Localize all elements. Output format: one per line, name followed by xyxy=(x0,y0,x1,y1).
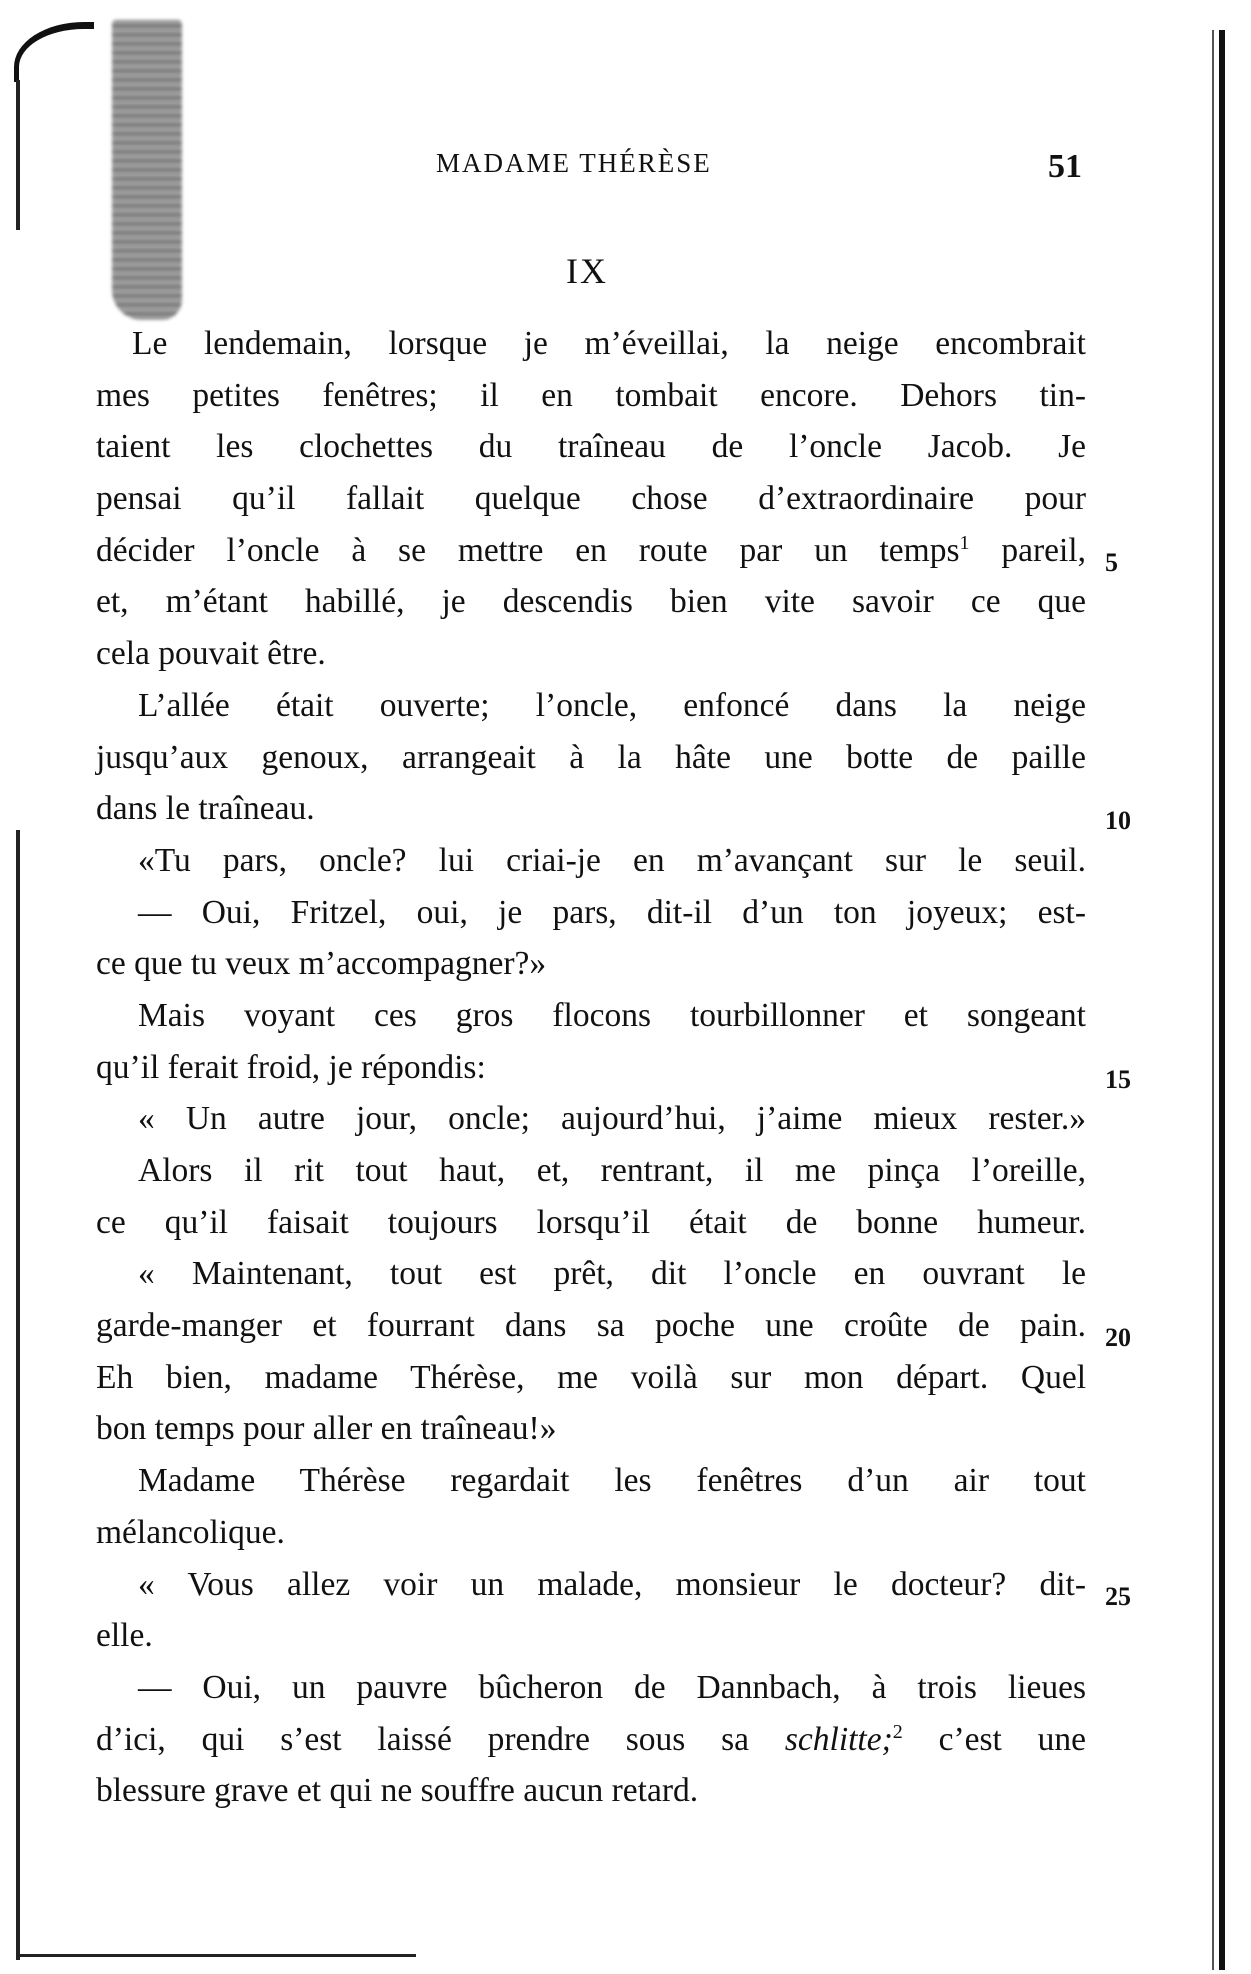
margin-line-number: 5 xyxy=(1105,548,1118,577)
text-segment: pareil, xyxy=(969,531,1086,569)
text-line: Mais voyant ces gros flocons tourbillonner et songeant xyxy=(138,996,1086,1034)
scan-edge-right-inner xyxy=(1212,30,1214,1970)
binding-shadow xyxy=(112,20,182,320)
text-segment: d’ici, qui s’est laissé prendre sous sa xyxy=(96,1720,785,1758)
scan-edge-bottom xyxy=(16,1954,416,1957)
footnote-ref: 1 xyxy=(959,531,970,554)
text-line: qu’il ferait froid, je répondis: xyxy=(96,1048,486,1086)
margin-line-number: 25 xyxy=(1105,1582,1131,1611)
text-line: cela pouvait être. xyxy=(96,635,326,673)
scan-edge-corner xyxy=(14,22,94,82)
text-line: « Un autre jour, oncle; aujourd’hui, j’aime mieux rester.» xyxy=(138,1100,1086,1138)
margin-line-number: 20 xyxy=(1105,1323,1131,1352)
text-line: bon temps pour aller en traîneau!» xyxy=(96,1410,557,1448)
page-number: 51 xyxy=(1048,148,1082,185)
text-line: «Tu pars, oncle? lui criai-je en m’avançant sur le seuil. xyxy=(138,841,1086,879)
text-line: jusqu’aux genoux, arrangeait à la hâte une botte de paille xyxy=(96,738,1086,776)
chapter-number: IX xyxy=(566,251,608,291)
margin-line-number: 10 xyxy=(1105,806,1131,835)
text-line: garde-manger et fourrant dans sa poche une croûte de pain. xyxy=(96,1307,1086,1345)
italic-term: schlitte; xyxy=(784,1720,893,1758)
text-line: taient les clochettes du traîneau de l’oncle Jacob. Je xyxy=(96,428,1086,466)
text-line: mes petites fenêtres; il en tombait encore. Dehors tin- xyxy=(96,376,1086,414)
text-line xyxy=(96,1714,1086,1766)
text-line: et, m’étant habillé, je descendis bien vite savoir ce que xyxy=(96,583,1086,621)
text-line: dans le traîneau. xyxy=(96,790,315,828)
text-line: — Oui, un pauvre bûcheron de Dannbach, à trois lieues xyxy=(138,1668,1086,1706)
text-line: blessure grave et qui ne souffre aucun retard. xyxy=(96,1772,699,1810)
text-line: « Vous allez voir un malade, monsieur le docteur? dit- xyxy=(138,1565,1086,1603)
scan-edge-right xyxy=(1219,30,1225,1970)
text-line: pensai qu’il fallait quelque chose d’extraordinaire pour xyxy=(96,480,1086,518)
text-line: mélancolique. xyxy=(96,1513,285,1551)
text-line xyxy=(96,525,1086,577)
text-line: « Maintenant, tout est prêt, dit l’oncle en ouvrant le xyxy=(138,1255,1086,1293)
text-line: Madame Thérèse regardait les fenêtres d’un air tout xyxy=(138,1462,1086,1500)
text-line: ce que tu veux m’accompagner?» xyxy=(96,945,547,983)
margin-line-number: 15 xyxy=(1105,1065,1131,1094)
text-line: elle. xyxy=(96,1617,153,1655)
text-line: Le lendemain, lorsque je m’éveillai, la neige encombrait xyxy=(132,325,1086,362)
scan-edge-gap xyxy=(12,230,24,830)
text-line: L’allée était ouverte; l’oncle, enfoncé dans la neige xyxy=(138,686,1086,724)
running-title: MADAME THÉRÈSE xyxy=(436,148,712,178)
text-line: Alors il rit tout haut, et, rentrant, il me pinça l’oreille, xyxy=(138,1152,1086,1189)
footnote-ref: 2 xyxy=(892,1720,903,1743)
text-line: ce qu’il faisait toujours lorsqu’il était de bonne humeur. xyxy=(96,1203,1086,1241)
text-segment: c’est une xyxy=(902,1720,1087,1758)
body-text xyxy=(96,318,1086,1817)
text-line: Eh bien, madame Thérèse, me voilà sur mon départ. Quel xyxy=(96,1358,1086,1396)
text-line: — Oui, Fritzel, oui, je pars, dit-il d’un ton joyeux; est- xyxy=(138,893,1086,931)
text-segment: décider l’oncle à se mettre en route par un temps xyxy=(96,531,960,569)
